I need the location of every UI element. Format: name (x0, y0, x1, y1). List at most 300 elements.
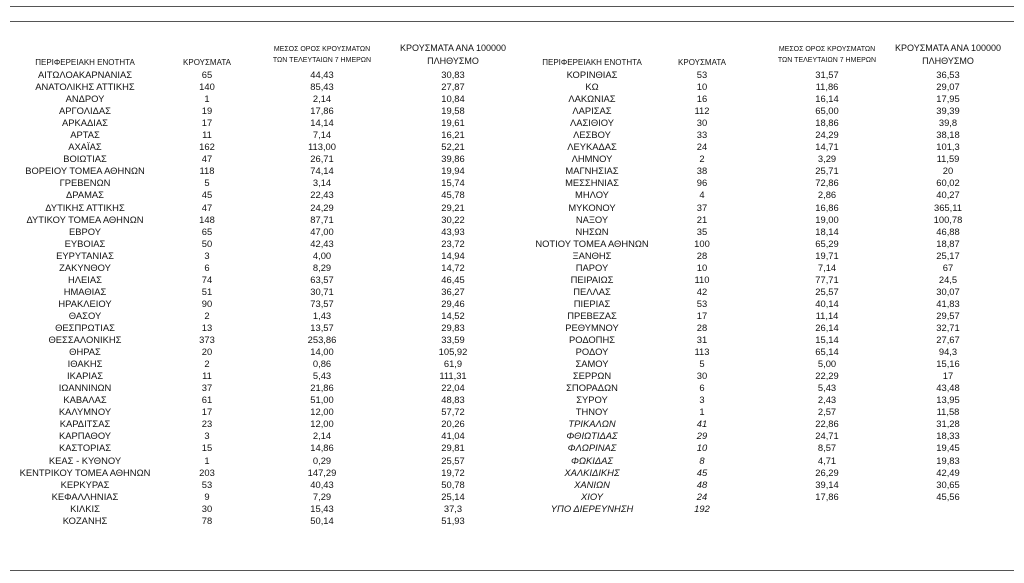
per100k-cell: 39,86 (441, 153, 465, 165)
region-cell: ΗΜΑΘΙΑΣ (63, 285, 107, 297)
region-cell: ΧΑΛΚΙΔΙΚΗΣ (564, 466, 620, 478)
region-cell: ΕΥΒΟΙΑΣ (64, 237, 106, 249)
region-cell: ΔΥΤΙΚΟΥ ΤΟΜΕΑ ΑΘΗΝΩΝ (26, 213, 144, 225)
cases-cell: 4 (699, 189, 705, 201)
avg-cell: 40,14 (815, 297, 839, 309)
region-cell: ΘΗΡΑΣ (69, 346, 101, 358)
cases-cell: 8 (699, 454, 705, 466)
cases-cell: 6 (204, 261, 210, 273)
cases-cell: 11 (202, 129, 212, 141)
region-cell: ΦΛΩΡΙΝΑΣ (567, 442, 617, 454)
cases-cell: 31 (696, 334, 708, 346)
cases-cell: 45 (696, 466, 708, 478)
cases-cell: 140 (199, 81, 215, 93)
region-cell: ΚΩ (585, 81, 599, 93)
avg-cell: 16,86 (815, 201, 839, 213)
region-cell: ΑΧΑΪΑΣ (68, 141, 102, 153)
avg-cell: 77,71 (815, 273, 839, 285)
avg-cell: 25,57 (815, 285, 839, 297)
region-cell: ΕΥΡΥΤΑΝΙΑΣ (56, 249, 114, 261)
header-cases-right: ΚΡΟΥΣΜΑΤΑ (678, 58, 726, 67)
per100k-cell: 57,72 (441, 406, 465, 418)
cases-cell: 29 (696, 430, 708, 442)
avg-cell: 15,14 (815, 334, 839, 346)
region-cell: ΡΟΔΟΥ (575, 346, 609, 358)
cases-cell: 90 (201, 297, 213, 309)
header-per100k-left-line2: ΠΛΗΘΥΣΜΟ (427, 56, 479, 66)
avg-cell: 87,71 (310, 213, 334, 225)
region-cell: ΘΕΣΠΡΩΤΙΑΣ (55, 321, 115, 333)
avg-cell: 17,86 (815, 490, 839, 502)
avg-cell: 8,57 (817, 442, 837, 454)
per100k-cell: 43,48 (936, 382, 960, 394)
top-rule-second (10, 21, 1014, 22)
cases-cell: 28 (696, 321, 708, 333)
per100k-cell: 16,21 (441, 129, 465, 141)
region-cell: ΝΑΞΟΥ (575, 213, 609, 225)
cases-cell: 96 (696, 177, 708, 189)
region-cell: ΝΗΣΩΝ (575, 225, 609, 237)
region-cell: ΚΟΖΑΝΗΣ (62, 514, 108, 526)
region-cell: ΣΠΟΡΑΔΩΝ (566, 382, 618, 394)
region-cell: ΛΕΥΚΑΔΑΣ (567, 141, 617, 153)
per100k-cell: 36,27 (441, 285, 465, 297)
per100k-cell: 67 (942, 261, 954, 273)
avg-cell: 72,86 (815, 177, 839, 189)
per100k-cell: 105,92 (438, 346, 468, 358)
cases-cell: 50 (201, 237, 213, 249)
region-cell: ΙΩΑΝΝΙΝΩΝ (58, 382, 112, 394)
left-per100k-column (388, 69, 518, 527)
per100k-cell: 39,39 (936, 105, 960, 117)
avg-cell: 14,86 (310, 442, 334, 454)
per100k-cell (880, 503, 1016, 515)
per100k-cell: 10,84 (441, 93, 465, 105)
cases-cell: 21 (696, 213, 708, 225)
avg-cell: 4,71 (817, 454, 837, 466)
region-cell: ΠΙΕΡΙΑΣ (573, 297, 611, 309)
cases-cell: 30 (696, 370, 708, 382)
avg-cell: 2,43 (817, 394, 837, 406)
avg-cell: 15,43 (310, 502, 334, 514)
cases-cell: 2 (204, 358, 210, 370)
region-cell: ΖΑΚΥΝΘΟΥ (59, 261, 111, 273)
header-avg-right-line1: ΜΕΣΟΣ ΟΡΟΣ ΚΡΟΥΣΜΑΤΩΝ (778, 46, 876, 53)
region-cell: ΑΡΤΑΣ (70, 129, 100, 141)
per100k-cell: 100,78 (933, 213, 963, 225)
per100k-cell: 25,14 (441, 490, 465, 502)
cases-cell: 17 (201, 406, 213, 418)
per100k-cell: 18,87 (936, 237, 960, 249)
per100k-cell: 23,72 (441, 237, 465, 249)
avg-cell: 47,00 (310, 225, 334, 237)
per100k-cell: 20,26 (441, 418, 465, 430)
avg-cell: 65,14 (815, 346, 839, 358)
region-cell: ΚΙΛΚΙΣ (70, 502, 100, 514)
avg-cell: 74,14 (310, 165, 334, 177)
region-cell: ΒΟΡΕΙΟΥ ΤΟΜΕΑ ΑΘΗΝΩΝ (25, 165, 145, 177)
per100k-cell: 11,58 (936, 406, 960, 418)
header-cases-left: ΚΡΟΥΣΜΑΤΑ (183, 58, 231, 67)
per100k-cell: 29,21 (441, 201, 465, 213)
per100k-cell: 15,16 (936, 358, 960, 370)
per100k-cell: 25,17 (936, 249, 960, 261)
avg-cell: 73,57 (310, 297, 334, 309)
per100k-cell: 41,83 (936, 297, 960, 309)
top-rule (10, 6, 1014, 7)
per100k-cell: 30,22 (441, 213, 465, 225)
avg-cell: 5,00 (817, 358, 837, 370)
avg-cell: 1,43 (312, 309, 332, 321)
cases-cell: 110 (694, 273, 710, 285)
avg-cell: 11,86 (815, 81, 839, 93)
region-cell: ΚΑΡΠΑΘΟΥ (58, 430, 112, 442)
right-region-column (516, 69, 668, 515)
avg-cell: 26,29 (815, 466, 839, 478)
region-cell: ΑΡΚΑΔΙΑΣ (62, 117, 108, 129)
cases-cell: 148 (199, 213, 215, 225)
region-cell: ΚΟΡΙΝΘΙΑΣ (566, 69, 618, 80)
cases-cell: 17 (696, 309, 708, 321)
region-cell: ΚΕΑΣ - ΚΥΘΝΟΥ (48, 454, 122, 466)
avg-cell: 24,71 (815, 430, 839, 442)
avg-cell: 31,57 (815, 69, 839, 80)
avg-cell: 22,43 (310, 189, 334, 201)
per100k-cell: 52,21 (441, 141, 465, 153)
per100k-cell: 14,72 (441, 261, 465, 273)
avg-cell: 12,00 (310, 418, 334, 430)
cases-cell: 20 (201, 346, 213, 358)
cases-cell: 10 (696, 442, 708, 454)
cases-cell: 112 (694, 105, 710, 117)
cases-cell: 5 (699, 358, 705, 370)
avg-cell: 3,29 (817, 153, 837, 165)
avg-cell: 14,71 (815, 141, 839, 153)
avg-cell: 147,29 (307, 466, 337, 478)
avg-cell: 7,14 (312, 129, 332, 141)
per100k-cell: 101,3 (936, 141, 960, 153)
cases-cell: 15 (201, 442, 213, 454)
cases-cell: 48 (696, 478, 708, 490)
cases-cell: 24 (696, 490, 708, 502)
header-per100k-right-line2: ΠΛΗΘΥΣΜΟ (922, 56, 974, 66)
per100k-cell: 19,58 (441, 105, 465, 117)
avg-cell: 3,14 (312, 177, 332, 189)
region-cell: ΚΑΡΔΙΤΣΑΣ (59, 418, 111, 430)
cases-cell: 2 (204, 309, 210, 321)
avg-cell: 2,57 (817, 406, 837, 418)
per100k-cell: 33,59 (441, 334, 465, 346)
region-cell: ΕΒΡΟΥ (68, 225, 101, 237)
cases-cell: 3 (204, 430, 210, 442)
per100k-cell: 50,78 (441, 478, 465, 490)
region-cell: ΑΙΤΩΛΟΑΚΑΡΝΑΝΙΑΣ (37, 69, 133, 80)
region-cell: ΜΥΚΟΝΟΥ (568, 201, 616, 213)
region-cell: ΞΑΝΘΗΣ (572, 249, 612, 261)
avg-cell: 21,86 (310, 382, 334, 394)
cases-cell: 10 (696, 81, 708, 93)
per100k-cell: 29,83 (441, 321, 465, 333)
per100k-cell: 43,93 (441, 225, 465, 237)
header-avg-left-line2: ΤΩΝ ΤΕΛΕΥΤΑΙΩΝ 7 ΗΜΕΡΩΝ (272, 57, 372, 64)
per100k-cell: 11,59 (936, 153, 960, 165)
cases-cell: 30 (696, 117, 708, 129)
per100k-cell: 15,74 (441, 177, 465, 189)
region-cell: ΧΙΟΥ (581, 490, 603, 502)
region-cell: ΗΡΑΚΛΕΙΟΥ (58, 297, 112, 309)
region-cell: ΘΑΣΟΥ (68, 309, 102, 321)
avg-cell: 30,71 (310, 285, 334, 297)
cases-cell: 78 (201, 514, 213, 526)
header-per100k-right-line1: ΚΡΟΥΣΜΑΤΑ ΑΝΑ 100000 (895, 43, 1001, 53)
cases-cell: 38 (696, 165, 708, 177)
header-region-right: ΠΕΡΙΦΕΡΕΙΑΚΗ ΕΝΟΤΗΤΑ (542, 58, 642, 67)
region-cell: ΚΑΣΤΟΡΙΑΣ (58, 442, 112, 454)
cases-cell: 10 (696, 261, 708, 273)
avg-cell: 17,86 (310, 105, 334, 117)
avg-cell: 51,00 (310, 394, 334, 406)
cases-cell: 5 (204, 177, 210, 189)
per100k-cell: 13,95 (936, 394, 960, 406)
per100k-cell: 48,83 (441, 394, 465, 406)
region-cell: ΤΗΝΟΥ (575, 406, 609, 418)
cases-cell: 16 (696, 93, 708, 105)
region-cell: ΡΕΘΥΜΝΟΥ (565, 321, 619, 333)
per100k-cell: 14,94 (441, 249, 465, 261)
cases-cell: 1 (699, 406, 705, 418)
per100k-cell: 14,52 (441, 309, 465, 321)
per100k-cell: 60,02 (936, 177, 960, 189)
cases-cell: 1 (204, 93, 210, 105)
region-cell: ΜΑΓΝΗΣΙΑΣ (565, 165, 619, 177)
cases-cell: 24 (696, 141, 708, 153)
cases-cell: 9 (204, 490, 210, 502)
cases-cell: 23 (201, 418, 213, 430)
cases-cell: 3 (699, 394, 705, 406)
cases-cell: 51 (201, 285, 213, 297)
avg-cell: 22,86 (815, 418, 839, 430)
cases-cell: 113 (694, 346, 710, 358)
per100k-cell: 19,45 (936, 442, 960, 454)
avg-cell: 8,29 (312, 261, 332, 273)
header-avg-left-line1: ΜΕΣΟΣ ΟΡΟΣ ΚΡΟΥΣΜΑΤΩΝ (273, 46, 371, 53)
cases-cell: 192 (694, 502, 710, 514)
region-cell: ΛΑΡΙΣΑΣ (572, 105, 612, 117)
cases-cell: 35 (696, 225, 708, 237)
region-cell: ΤΡΙΚΑΛΩΝ (568, 418, 616, 430)
cases-cell: 45 (201, 189, 213, 201)
region-cell: ΚΑΒΑΛΑΣ (63, 394, 107, 406)
per100k-cell: 45,78 (441, 189, 465, 201)
region-cell: ΠΕΙΡΑΙΩΣ (570, 273, 614, 285)
avg-cell: 63,57 (310, 273, 334, 285)
region-cell: ΜΗΛΟΥ (575, 189, 609, 201)
region-cell: ΣΥΡΟΥ (576, 394, 608, 406)
right-per100k-column (880, 69, 1016, 515)
region-cell: ΦΩΚΙΔΑΣ (571, 454, 613, 466)
avg-cell: 24,29 (310, 201, 334, 213)
region-cell: ΚΕΝΤΡΙΚΟΥ ΤΟΜΕΑ ΑΘΗΝΩΝ (19, 466, 151, 478)
per100k-cell: 365,11 (934, 201, 962, 213)
avg-cell: 39,14 (815, 478, 839, 490)
per100k-cell: 30,65 (936, 478, 960, 490)
cases-cell: 118 (199, 165, 215, 177)
avg-cell: 0,86 (312, 358, 332, 370)
region-cell: ΥΠΟ ΔΙΕΡΕΥΝΗΣΗ (550, 502, 634, 514)
cases-cell: 33 (696, 129, 708, 141)
per100k-cell: 40,27 (936, 189, 960, 201)
per100k-cell: 38,18 (936, 129, 960, 141)
avg-cell: 18,86 (815, 117, 839, 129)
left-region-column (10, 69, 160, 527)
header-region-left: ΠΕΡΙΦΕΡΕΙΑΚΗ ΕΝΟΤΗΤΑ (35, 58, 135, 67)
avg-cell: 11,14 (815, 309, 839, 321)
avg-cell: 42,43 (310, 237, 334, 249)
per100k-cell: 29,07 (936, 81, 960, 93)
cases-cell: 37 (696, 201, 708, 213)
per100k-cell: 94,3 (938, 346, 958, 358)
region-cell: ΙΘΑΚΗΣ (67, 358, 103, 370)
avg-cell: 85,43 (310, 81, 334, 93)
region-cell: ΜΕΣΣΗΝΙΑΣ (565, 177, 619, 189)
region-cell: ΝΟΤΙΟΥ ΤΟΜΕΑ ΑΘΗΝΩΝ (535, 237, 649, 249)
region-cell: ΠΡΕΒΕΖΑΣ (567, 309, 617, 321)
region-cell: ΚΑΛΥΜΝΟΥ (58, 406, 112, 418)
avg-cell: 22,29 (815, 370, 839, 382)
cases-cell: 17 (201, 117, 213, 129)
cases-cell: 47 (201, 153, 213, 165)
cases-cell: 6 (699, 382, 705, 394)
header-avg-right-line2: ΤΩΝ ΤΕΛΕΥΤΑΙΩΝ 7 ΗΜΕΡΩΝ (777, 57, 877, 64)
avg-cell: 50,14 (310, 514, 334, 526)
region-cell: ΠΕΛΛΑΣ (573, 285, 611, 297)
region-cell: ΛΑΚΩΝΙΑΣ (568, 93, 616, 105)
per100k-cell: 22,04 (441, 382, 465, 394)
avg-cell: 2,14 (312, 430, 332, 442)
per100k-cell: 19,94 (441, 165, 465, 177)
cases-cell: 28 (696, 249, 708, 261)
bottom-rule (10, 570, 1014, 571)
cases-cell: 3 (204, 249, 210, 261)
avg-cell: 19,71 (815, 249, 839, 261)
cases-cell: 13 (201, 321, 213, 333)
region-cell: ΠΑΡΟΥ (575, 261, 609, 273)
per100k-cell: 27,67 (936, 334, 960, 346)
avg-cell: 5,43 (312, 370, 332, 382)
region-cell: ΔΡΑΜΑΣ (66, 189, 104, 201)
right-cases-column (665, 69, 739, 515)
avg-cell: 26,14 (815, 321, 839, 333)
cases-cell: 53 (696, 69, 708, 80)
per100k-cell: 46,88 (936, 225, 960, 237)
per100k-cell: 24,5 (938, 273, 958, 285)
per100k-cell: 17,95 (936, 93, 960, 105)
region-cell: ΦΘΙΩΤΙΔΑΣ (566, 430, 618, 442)
avg-cell: 253,86 (307, 334, 337, 346)
region-cell: ΛΗΜΝΟΥ (571, 153, 613, 165)
avg-cell (764, 503, 890, 515)
region-cell: ΘΕΣΣΑΛΟΝΙΚΗΣ (48, 334, 122, 346)
header-per100k-left-line1: ΚΡΟΥΣΜΑΤΑ ΑΝΑ 100000 (400, 43, 506, 53)
region-cell: ΧΑΝΙΩΝ (574, 478, 610, 490)
per100k-cell: 30,07 (936, 285, 960, 297)
cases-cell: 373 (199, 334, 215, 346)
avg-cell: 19,00 (815, 213, 839, 225)
region-cell: ΓΡΕΒΕΝΩΝ (59, 177, 111, 189)
region-cell: ΣΕΡΡΩΝ (572, 370, 612, 382)
region-cell: ΑΝΔΡΟΥ (65, 93, 105, 105)
avg-cell: 44,43 (310, 69, 334, 80)
per100k-cell: 19,83 (936, 454, 960, 466)
avg-cell: 24,29 (815, 129, 839, 141)
avg-cell: 65,00 (815, 105, 839, 117)
cases-cell: 2 (699, 153, 705, 165)
per100k-cell: 37,3 (443, 502, 463, 514)
per100k-cell: 27,87 (441, 81, 465, 93)
region-cell: ΛΑΣΙΘΙΟΥ (569, 117, 615, 129)
region-cell: ΒΟΙΩΤΙΑΣ (63, 153, 107, 165)
cases-cell: 41 (696, 418, 708, 430)
cases-cell: 65 (201, 225, 213, 237)
per100k-cell: 19,61 (441, 117, 465, 129)
region-cell: ΡΟΔΟΠΗΣ (568, 334, 616, 346)
avg-cell: 7,29 (312, 490, 332, 502)
per100k-cell: 29,46 (441, 297, 465, 309)
per100k-cell: 36,53 (936, 69, 960, 80)
avg-cell: 113,00 (308, 141, 336, 153)
right-avg-column (764, 69, 890, 515)
region-cell: ΔΥΤΙΚΗΣ ΑΤΤΙΚΗΣ (45, 201, 125, 213)
region-cell: ΗΛΕΙΑΣ (68, 273, 102, 285)
per100k-cell: 111,31 (439, 370, 467, 382)
cases-cell: 100 (694, 237, 710, 249)
avg-cell: 18,14 (815, 225, 839, 237)
cases-cell: 19 (201, 105, 213, 117)
region-cell: ΑΡΓΟΛΙΔΑΣ (59, 105, 111, 117)
avg-cell: 2,86 (817, 189, 837, 201)
avg-cell: 16,14 (815, 93, 839, 105)
per100k-cell: 20 (942, 165, 954, 177)
cases-cell: 203 (199, 466, 215, 478)
per100k-cell: 29,81 (441, 442, 465, 454)
cases-cell: 42 (696, 285, 708, 297)
avg-cell: 4,00 (312, 249, 332, 261)
avg-cell: 0,29 (312, 454, 332, 466)
per100k-cell: 46,45 (441, 273, 465, 285)
avg-cell: 14,14 (310, 117, 334, 129)
avg-cell: 2,14 (312, 93, 332, 105)
region-cell: ΚΕΦΑΛΛΗΝΙΑΣ (51, 490, 119, 502)
region-cell: ΑΝΑΤΟΛΙΚΗΣ ΑΤΤΙΚΗΣ (35, 81, 135, 93)
left-cases-column (170, 69, 244, 527)
cases-cell: 53 (201, 478, 213, 490)
cases-cell: 65 (201, 69, 213, 80)
region-cell: ΚΕΡΚΥΡΑΣ (60, 478, 110, 490)
left-avg-column (262, 69, 382, 527)
per100k-cell: 31,28 (936, 418, 960, 430)
per100k-cell: 29,57 (936, 309, 960, 321)
avg-cell: 26,71 (310, 153, 334, 165)
per100k-cell: 39,8 (938, 117, 958, 129)
avg-cell: 13,57 (310, 321, 334, 333)
avg-cell: 5,43 (817, 382, 837, 394)
cases-cell: 47 (201, 201, 213, 213)
cases-cell: 74 (201, 273, 213, 285)
region-cell: ΣΑΜΟΥ (575, 358, 609, 370)
per100k-cell: 25,57 (441, 454, 465, 466)
region-cell: ΙΚΑΡΙΑΣ (66, 370, 104, 382)
per100k-cell: 30,83 (441, 69, 465, 80)
